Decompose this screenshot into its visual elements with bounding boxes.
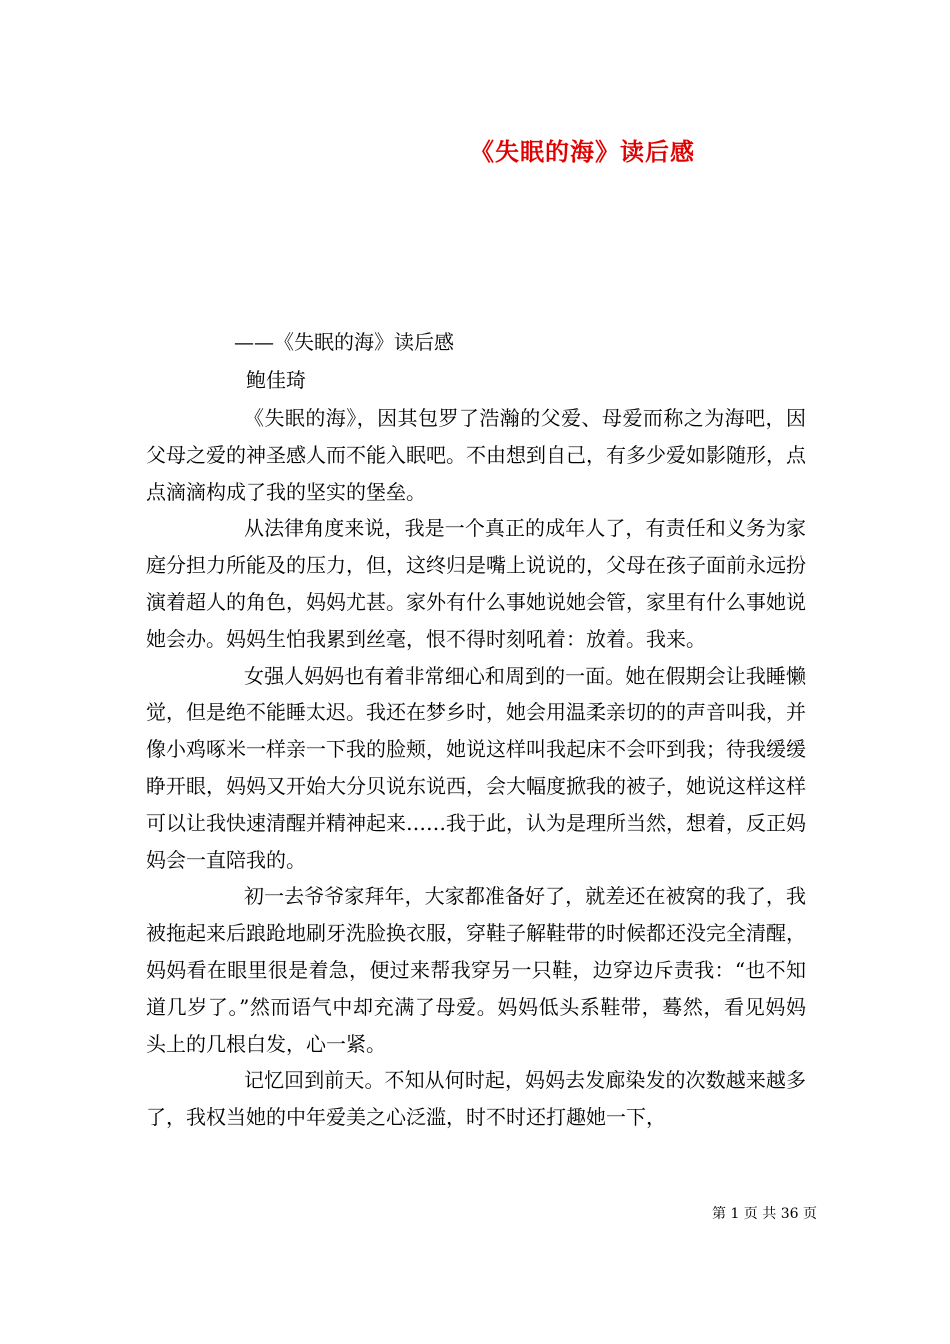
paragraph: 从法律角度来说，我是一个真正的成年人了，有责任和义务为家庭分担力所能及的压力，但，这终归是嘴上说说的，父母在孩子面前永远扮演着超人的角色，妈妈尤甚。家外有什么事她说她会管，家里有什么事她说她会办。妈妈生怕我累到丝毫，恨不得时刻吼着：放着。我来。 [146,516,806,651]
document-subtitle: ——《失眠的海》读后感 [234,330,454,354]
paragraph: 记忆回到前天。不知从何时起，妈妈去发廊染发的次数越来越多了，我权当她的中年爱美之心泛滥，时不时还打趣她一下， [146,1068,806,1130]
author-name: 鲍佳琦 [246,368,306,392]
document-title: 《失眠的海》读后感 [470,137,695,166]
body-text [146,400,806,1136]
paragraph: 初一去爷爷家拜年，大家都准备好了，就差还在被窝的我了，我被拖起来后踉跄地刷牙洗脸换衣服，穿鞋子解鞋带的时候都还没完全清醒，妈妈看在眼里很是着急，便过来帮我穿另一只鞋，边穿边斥责我：“也不知道几岁了。”然而语气中却充满了母爱。妈妈低头系鞋带，蓦然，看见妈妈头上的几根白发，心一紧。 [146,884,806,1056]
paragraph: 女强人妈妈也有着非常细心和周到的一面。她在假期会让我睡懒觉，但是绝不能睡太迟。我还在梦乡时，她会用温柔亲切的的声音叫我，并像小鸡啄米一样亲一下我的脸颊，她说这样叫我起床不会吓到我；待我缓缓睁开眼，妈妈又开始大分贝说东说西，会大幅度掀我的被子，她说这样这样可以让我快速清醒并精神起来……我于此，认为是理所当然，想着，反正妈妈会一直陪我的。 [146,663,806,872]
page-number-footer: 第 1 页 共 36 页 [712,1206,817,1222]
paragraph: 《失眠的海》，因其包罗了浩瀚的父爱、母爱而称之为海吧，因父母之爱的神圣感人而不能入眠吧。不由想到自己，有多少爱如影随形，点点滴滴构成了我的坚实的堡垒。 [146,406,806,504]
